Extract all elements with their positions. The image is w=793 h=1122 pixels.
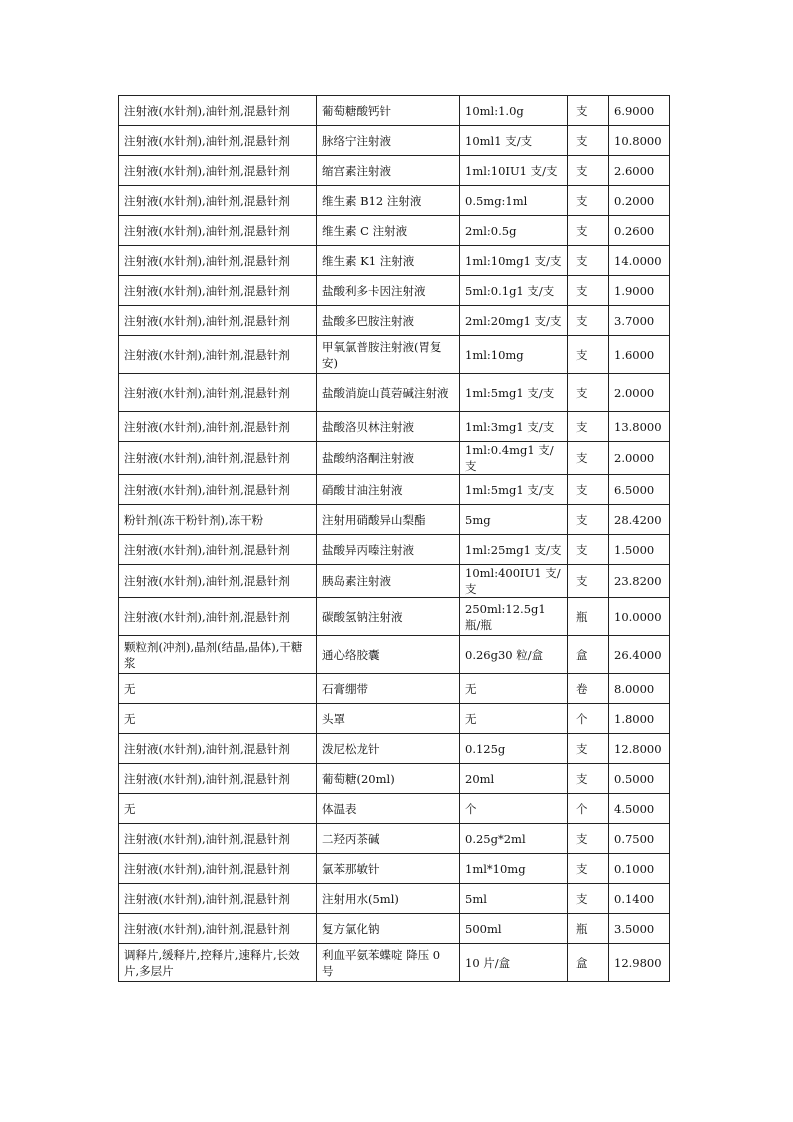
drug-name-cell: 维生素 K1 注射液 bbox=[317, 246, 460, 276]
dosage-form-cell: 注射液(水针剂),油针剂,混悬针剂 bbox=[119, 374, 317, 412]
specification-cell: 10ml1 支/支 bbox=[460, 126, 568, 156]
price-cell: 0.1000 bbox=[609, 854, 670, 884]
drug-name-cell: 通心络胶囊 bbox=[317, 636, 460, 674]
unit-cell: 支 bbox=[568, 156, 609, 186]
drug-name-cell: 复方氯化钠 bbox=[317, 914, 460, 944]
drug-name-cell: 胰岛素注射液 bbox=[317, 565, 460, 598]
dosage-form-cell: 注射液(水针剂),油针剂,混悬针剂 bbox=[119, 442, 317, 475]
unit-cell: 支 bbox=[568, 535, 609, 565]
table-row bbox=[119, 216, 670, 246]
unit-cell: 支 bbox=[568, 824, 609, 854]
price-cell: 3.5000 bbox=[609, 914, 670, 944]
table-row bbox=[119, 505, 670, 535]
price-cell: 28.4200 bbox=[609, 505, 670, 535]
table-row bbox=[119, 598, 670, 636]
dosage-form-cell: 注射液(水针剂),油针剂,混悬针剂 bbox=[119, 276, 317, 306]
unit-cell: 支 bbox=[568, 764, 609, 794]
price-cell: 13.8000 bbox=[609, 412, 670, 442]
drug-name-cell: 头罩 bbox=[317, 704, 460, 734]
dosage-form-cell: 注射液(水针剂),油针剂,混悬针剂 bbox=[119, 824, 317, 854]
dosage-form-cell: 注射液(水针剂),油针剂,混悬针剂 bbox=[119, 854, 317, 884]
price-cell: 0.2000 bbox=[609, 186, 670, 216]
table-row bbox=[119, 704, 670, 734]
specification-cell: 5ml:0.1g1 支/支 bbox=[460, 276, 568, 306]
drug-name-cell: 缩宫素注射液 bbox=[317, 156, 460, 186]
table-row bbox=[119, 636, 670, 674]
price-cell: 0.2600 bbox=[609, 216, 670, 246]
unit-cell: 支 bbox=[568, 442, 609, 475]
specification-cell: 20ml bbox=[460, 764, 568, 794]
unit-cell: 瓶 bbox=[568, 914, 609, 944]
dosage-form-cell: 注射液(水针剂),油针剂,混悬针剂 bbox=[119, 764, 317, 794]
drug-name-cell: 利血平氨苯蝶啶 降压 0 号 bbox=[317, 944, 460, 982]
price-cell: 12.9800 bbox=[609, 944, 670, 982]
unit-cell: 支 bbox=[568, 734, 609, 764]
drug-name-cell: 葡萄糖酸钙针 bbox=[317, 96, 460, 126]
dosage-form-cell: 无 bbox=[119, 674, 317, 704]
specification-cell: 1ml:10IU1 支/支 bbox=[460, 156, 568, 186]
dosage-form-cell: 注射液(水针剂),油针剂,混悬针剂 bbox=[119, 475, 317, 505]
dosage-form-cell: 注射液(水针剂),油针剂,混悬针剂 bbox=[119, 412, 317, 442]
drug-name-cell: 氯苯那敏针 bbox=[317, 854, 460, 884]
specification-cell: 10ml:400IU1 支/支 bbox=[460, 565, 568, 598]
specification-cell: 0.25g*2ml bbox=[460, 824, 568, 854]
price-cell: 1.5000 bbox=[609, 535, 670, 565]
drug-name-cell: 注射用硝酸异山梨酯 bbox=[317, 505, 460, 535]
unit-cell: 支 bbox=[568, 336, 609, 374]
table-row bbox=[119, 824, 670, 854]
unit-cell: 支 bbox=[568, 306, 609, 336]
unit-cell: 支 bbox=[568, 475, 609, 505]
table-row bbox=[119, 126, 670, 156]
dosage-form-cell: 调释片,缓释片,控释片,速释片,长效片,多层片 bbox=[119, 944, 317, 982]
dosage-form-cell: 注射液(水针剂),油针剂,混悬针剂 bbox=[119, 156, 317, 186]
price-cell: 23.8200 bbox=[609, 565, 670, 598]
table-row bbox=[119, 854, 670, 884]
drug-name-cell: 维生素 C 注射液 bbox=[317, 216, 460, 246]
unit-cell: 支 bbox=[568, 412, 609, 442]
table-row bbox=[119, 674, 670, 704]
price-cell: 0.7500 bbox=[609, 824, 670, 854]
table-row bbox=[119, 914, 670, 944]
unit-cell: 个 bbox=[568, 794, 609, 824]
dosage-form-cell: 注射液(水针剂),油针剂,混悬针剂 bbox=[119, 884, 317, 914]
drug-name-cell: 盐酸利多卡因注射液 bbox=[317, 276, 460, 306]
drug-name-cell: 盐酸纳洛酮注射液 bbox=[317, 442, 460, 475]
specification-cell: 1ml:5mg1 支/支 bbox=[460, 374, 568, 412]
drug-name-cell: 注射用水(5ml) bbox=[317, 884, 460, 914]
unit-cell: 支 bbox=[568, 246, 609, 276]
dosage-form-cell: 注射液(水针剂),油针剂,混悬针剂 bbox=[119, 535, 317, 565]
dosage-form-cell: 无 bbox=[119, 704, 317, 734]
unit-cell: 支 bbox=[568, 126, 609, 156]
drug-name-cell: 二羟丙茶碱 bbox=[317, 824, 460, 854]
unit-cell: 卷 bbox=[568, 674, 609, 704]
table-row bbox=[119, 374, 670, 412]
unit-cell: 支 bbox=[568, 505, 609, 535]
drug-name-cell: 维生素 B12 注射液 bbox=[317, 186, 460, 216]
unit-cell: 盒 bbox=[568, 636, 609, 674]
table-row bbox=[119, 884, 670, 914]
price-cell: 1.8000 bbox=[609, 704, 670, 734]
drug-name-cell: 石膏绷带 bbox=[317, 674, 460, 704]
unit-cell: 支 bbox=[568, 96, 609, 126]
specification-cell: 2ml:0.5g bbox=[460, 216, 568, 246]
drug-name-cell: 盐酸多巴胺注射液 bbox=[317, 306, 460, 336]
table-row bbox=[119, 764, 670, 794]
price-cell: 2.0000 bbox=[609, 442, 670, 475]
table-row bbox=[119, 794, 670, 824]
dosage-form-cell: 注射液(水针剂),油针剂,混悬针剂 bbox=[119, 565, 317, 598]
specification-cell: 无 bbox=[460, 704, 568, 734]
unit-cell: 盒 bbox=[568, 944, 609, 982]
specification-cell: 5ml bbox=[460, 884, 568, 914]
drug-name-cell: 硝酸甘油注射液 bbox=[317, 475, 460, 505]
drug-name-cell: 盐酸洛贝林注射液 bbox=[317, 412, 460, 442]
table-row bbox=[119, 565, 670, 598]
specification-cell: 0.125g bbox=[460, 734, 568, 764]
price-cell: 2.0000 bbox=[609, 374, 670, 412]
dosage-form-cell: 注射液(水针剂),油针剂,混悬针剂 bbox=[119, 734, 317, 764]
dosage-form-cell: 无 bbox=[119, 794, 317, 824]
specification-cell: 250ml:12.5g1 瓶/瓶 bbox=[460, 598, 568, 636]
table-row bbox=[119, 246, 670, 276]
table-body bbox=[119, 96, 670, 982]
price-cell: 2.6000 bbox=[609, 156, 670, 186]
specification-cell: 1ml:3mg1 支/支 bbox=[460, 412, 568, 442]
price-cell: 10.0000 bbox=[609, 598, 670, 636]
table-row bbox=[119, 336, 670, 374]
dosage-form-cell: 注射液(水针剂),油针剂,混悬针剂 bbox=[119, 914, 317, 944]
dosage-form-cell: 注射液(水针剂),油针剂,混悬针剂 bbox=[119, 336, 317, 374]
specification-cell: 500ml bbox=[460, 914, 568, 944]
price-cell: 1.6000 bbox=[609, 336, 670, 374]
dosage-form-cell: 注射液(水针剂),油针剂,混悬针剂 bbox=[119, 126, 317, 156]
dosage-form-cell: 注射液(水针剂),油针剂,混悬针剂 bbox=[119, 598, 317, 636]
unit-cell: 个 bbox=[568, 704, 609, 734]
specification-cell: 5mg bbox=[460, 505, 568, 535]
specification-cell: 1ml:0.4mg1 支/支 bbox=[460, 442, 568, 475]
drug-price-table bbox=[118, 95, 670, 982]
specification-cell: 无 bbox=[460, 674, 568, 704]
unit-cell: 支 bbox=[568, 276, 609, 306]
price-cell: 1.9000 bbox=[609, 276, 670, 306]
specification-cell: 1ml:10mg bbox=[460, 336, 568, 374]
table-row bbox=[119, 734, 670, 764]
table-row bbox=[119, 412, 670, 442]
dosage-form-cell: 注射液(水针剂),油针剂,混悬针剂 bbox=[119, 306, 317, 336]
drug-name-cell: 盐酸异丙嗪注射液 bbox=[317, 535, 460, 565]
table-row bbox=[119, 475, 670, 505]
price-cell: 6.5000 bbox=[609, 475, 670, 505]
table-row bbox=[119, 96, 670, 126]
unit-cell: 支 bbox=[568, 374, 609, 412]
specification-cell: 个 bbox=[460, 794, 568, 824]
specification-cell: 10 片/盒 bbox=[460, 944, 568, 982]
price-cell: 10.8000 bbox=[609, 126, 670, 156]
price-cell: 0.5000 bbox=[609, 764, 670, 794]
specification-cell: 1ml:5mg1 支/支 bbox=[460, 475, 568, 505]
dosage-form-cell: 注射液(水针剂),油针剂,混悬针剂 bbox=[119, 96, 317, 126]
specification-cell: 1ml*10mg bbox=[460, 854, 568, 884]
drug-name-cell: 葡萄糖(20ml) bbox=[317, 764, 460, 794]
table-row bbox=[119, 156, 670, 186]
price-cell: 0.1400 bbox=[609, 884, 670, 914]
drug-name-cell: 甲氧氯普胺注射液(胃复安) bbox=[317, 336, 460, 374]
price-cell: 12.8000 bbox=[609, 734, 670, 764]
unit-cell: 支 bbox=[568, 854, 609, 884]
drug-name-cell: 盐酸消旋山莨菪碱注射液 bbox=[317, 374, 460, 412]
table-row bbox=[119, 276, 670, 306]
specification-cell: 0.26g30 粒/盒 bbox=[460, 636, 568, 674]
table-row bbox=[119, 535, 670, 565]
price-cell: 14.0000 bbox=[609, 246, 670, 276]
drug-name-cell: 体温表 bbox=[317, 794, 460, 824]
table-row bbox=[119, 944, 670, 982]
price-cell: 26.4000 bbox=[609, 636, 670, 674]
drug-name-cell: 碳酸氢钠注射液 bbox=[317, 598, 460, 636]
unit-cell: 瓶 bbox=[568, 598, 609, 636]
unit-cell: 支 bbox=[568, 216, 609, 246]
price-cell: 6.9000 bbox=[609, 96, 670, 126]
specification-cell: 0.5mg:1ml bbox=[460, 186, 568, 216]
table-row bbox=[119, 306, 670, 336]
table-row bbox=[119, 442, 670, 475]
price-cell: 3.7000 bbox=[609, 306, 670, 336]
unit-cell: 支 bbox=[568, 565, 609, 598]
unit-cell: 支 bbox=[568, 186, 609, 216]
drug-name-cell: 脉络宁注射液 bbox=[317, 126, 460, 156]
specification-cell: 1ml:25mg1 支/支 bbox=[460, 535, 568, 565]
table-row bbox=[119, 186, 670, 216]
unit-cell: 支 bbox=[568, 884, 609, 914]
specification-cell: 2ml:20mg1 支/支 bbox=[460, 306, 568, 336]
dosage-form-cell: 注射液(水针剂),油针剂,混悬针剂 bbox=[119, 216, 317, 246]
dosage-form-cell: 注射液(水针剂),油针剂,混悬针剂 bbox=[119, 246, 317, 276]
dosage-form-cell: 注射液(水针剂),油针剂,混悬针剂 bbox=[119, 186, 317, 216]
specification-cell: 1ml:10mg1 支/支 bbox=[460, 246, 568, 276]
price-cell: 4.5000 bbox=[609, 794, 670, 824]
dosage-form-cell: 粉针剂(冻干粉针剂),冻干粉 bbox=[119, 505, 317, 535]
drug-name-cell: 泼尼松龙针 bbox=[317, 734, 460, 764]
specification-cell: 10ml:1.0g bbox=[460, 96, 568, 126]
price-cell: 8.0000 bbox=[609, 674, 670, 704]
dosage-form-cell: 颗粒剂(冲剂),晶剂(结晶,晶体),干糖浆 bbox=[119, 636, 317, 674]
